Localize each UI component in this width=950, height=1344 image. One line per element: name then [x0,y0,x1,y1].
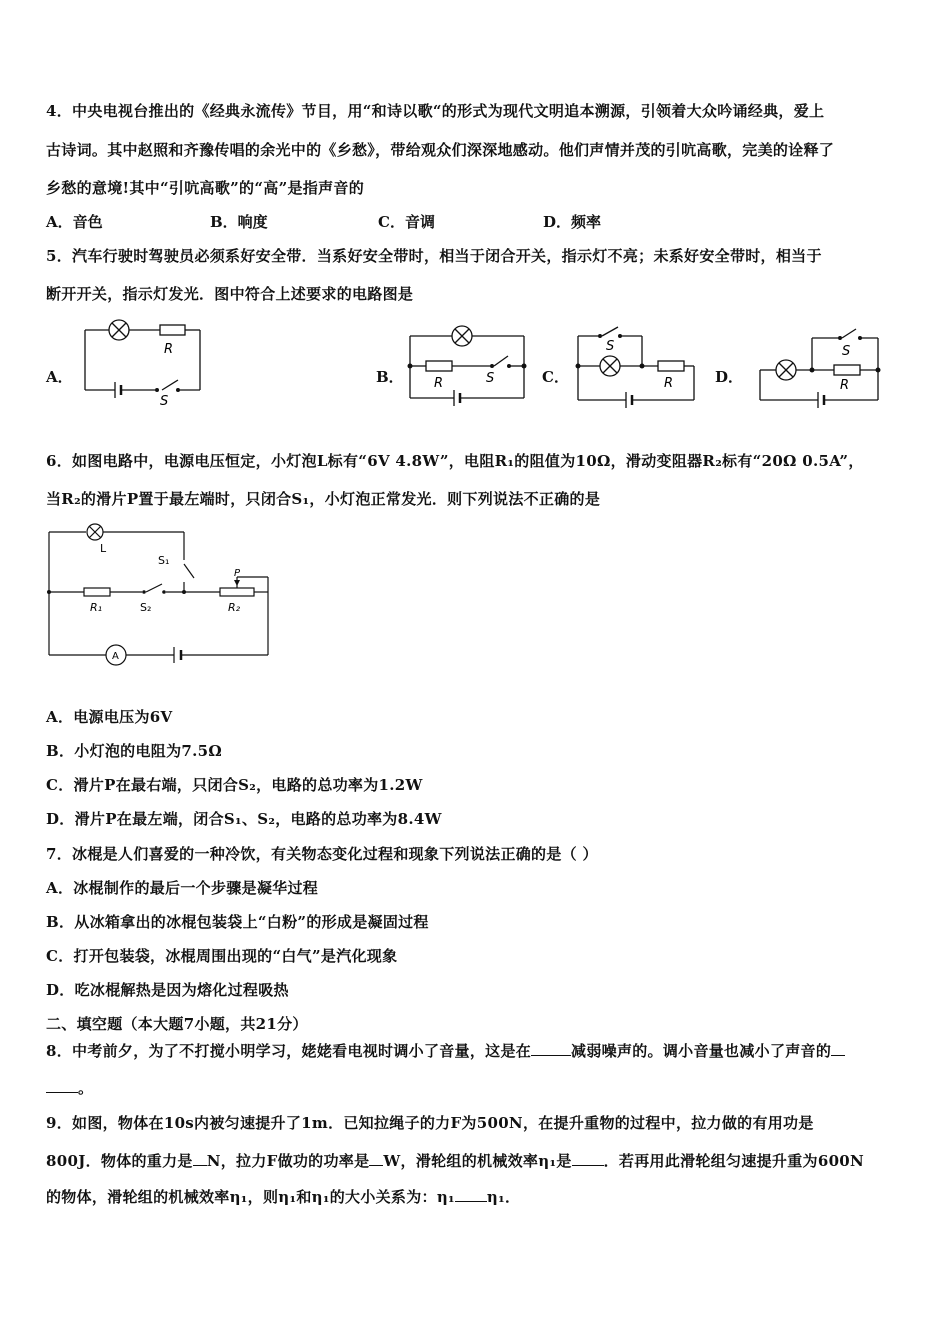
q7-option-d: D．吃冰棍解热是因为熔化过程吸热 [46,981,289,999]
q8-line2 [46,1077,93,1098]
q5-line2: 断开开关，指示灯发光．图中符合上述要求的电路图是 [46,285,414,303]
circuit-d-diagram [756,322,886,412]
circuit-d-s-label: S [842,344,851,359]
q4-option-b: B．响度 [210,213,268,231]
q8-blank-1[interactable] [531,1041,571,1056]
q7-option-a: A．冰棍制作的最后一个步骤是凝华过程 [46,879,319,897]
circuit-c-s-label: S [606,339,615,354]
q4-line2: 古诗词。其中赵照和齐豫传唱的余光中的《乡愁》，带给观众们深深地感动。他们声情并茂的引吭高歌，完美的诠释了 [46,141,835,159]
q7-option-b: B．从冰箱拿出的冰棍包装袋上“白粉”的形成是凝固过程 [46,913,429,931]
q6-r1-label: R₁ [90,601,103,614]
circuit-a-s-label: S [160,394,169,407]
q8-text-a: 8．中考前夕，为了不打搅小明学习，姥姥看电视时调小了音量，这是在 [46,1042,532,1060]
ammeter-icon: A [112,651,119,662]
q9-line2 [46,1150,864,1171]
q6-option-d: D．滑片P在最左端，闭合S₁、S₂，电路的总功率为8.4W [46,810,442,828]
section-2-title: 二、填空题（本大题7小题，共21分） [46,1015,308,1033]
q8-blank-2b[interactable] [46,1078,78,1093]
circuit-a-r-label: R [164,342,174,357]
q6-line1: 6．如图电路中，电源电压恒定，小灯泡L标有“6V 4.8W”，电阻R₁的阻值为10Ω，滑动变阻器R₂标有“20Ω 0.5A”， [46,452,864,470]
circuit-b-diagram [402,318,534,408]
q5-label-a: A． [46,368,73,386]
q8-line1 [46,1040,845,1061]
q8-text-b: 减弱噪声的。调小音量也减小了声音的 [571,1042,832,1060]
q9-line3 [46,1186,520,1207]
q9-text-a: 800J．物体的重力是 [46,1152,193,1170]
q7-stem: 7．冰棍是人们喜爱的一种冷饮，有关物态变化过程和现象下列说法正确的是（ ） [46,845,598,863]
q5-label-c: C． [542,368,569,386]
q4-option-c: C．音调 [378,213,435,231]
q6-lamp-label: L [100,542,107,555]
q7-option-c: C．打开包装袋，冰棍周围出现的“白气”是汽化现象 [46,947,398,965]
circuit-d-r-label: R [840,378,850,393]
q4-option-d: D．频率 [543,213,602,231]
q6-p-label: P [234,568,241,579]
q8-text-c: 。 [78,1079,94,1097]
circuit-b-r-label: R [434,376,444,391]
q6-option-c: C．滑片P在最右端，只闭合S₂，电路的总功率为1.2W [46,776,423,794]
q8-blank-2a[interactable] [831,1041,845,1056]
q6-option-b: B．小灯泡的电阻为7.5Ω [46,742,223,760]
q6-option-a: A．电源电压为6V [46,708,173,726]
circuit-b-s-label: S [486,371,495,386]
q9-text-d: ．若再用此滑轮组匀速提升重为600N [603,1152,865,1170]
circuit-a-diagram [80,312,205,407]
q4-line3: 乡愁的意境!其中“引吭高歌”的“高”是指声音的 [46,179,364,197]
q6-circuit-diagram [44,520,276,670]
q5-label-d: D． [715,368,744,386]
q9-blank-efficiency[interactable] [572,1151,604,1166]
q6-line2: 当R₂的滑片P置于最左端时，只闭合S₁，小灯泡正常发光．则下列说法不正确的是 [46,490,601,508]
q9-text-c: W，滑轮组的机械效率η₁是 [383,1152,572,1170]
q6-s2-label: S₂ [140,601,152,614]
q4-option-a: A．音色 [46,213,103,231]
q5-line1: 5．汽车行驶时驾驶员必须系好安全带．当系好安全带时，相当于闭合开关，指示灯不亮；未系好安全带时，相当于 [46,247,822,265]
q9-line1: 9．如图，物体在10s内被匀速提升了1m．已知拉绳子的力F为500N，在提升重物的过程中，拉力做的有用功是 [46,1114,814,1132]
circuit-c-diagram [570,318,702,410]
q6-s1-label: S₁ [158,554,170,567]
q9-blank-relation[interactable] [455,1187,487,1202]
q4-line1: 4．中央电视台推出的《经典永流传》节目，用“和诗以歌“的形式为现代文明追本溯源，引领着大众吟诵经典，爱上 [46,102,825,120]
q9-text-e: 的物体，滑轮组的机械效率η₁，则η₁和η₁的大小关系为：η₁ [46,1188,455,1206]
q9-blank-gravity[interactable] [193,1151,207,1166]
q6-r2-label: R₂ [228,601,241,614]
q5-label-b: B． [376,368,404,386]
circuit-c-r-label: R [664,376,674,391]
q9-text-b: N，拉力F做功的功率是 [206,1152,370,1170]
q9-text-f: η₁． [486,1188,521,1206]
q9-blank-power[interactable] [369,1151,383,1166]
